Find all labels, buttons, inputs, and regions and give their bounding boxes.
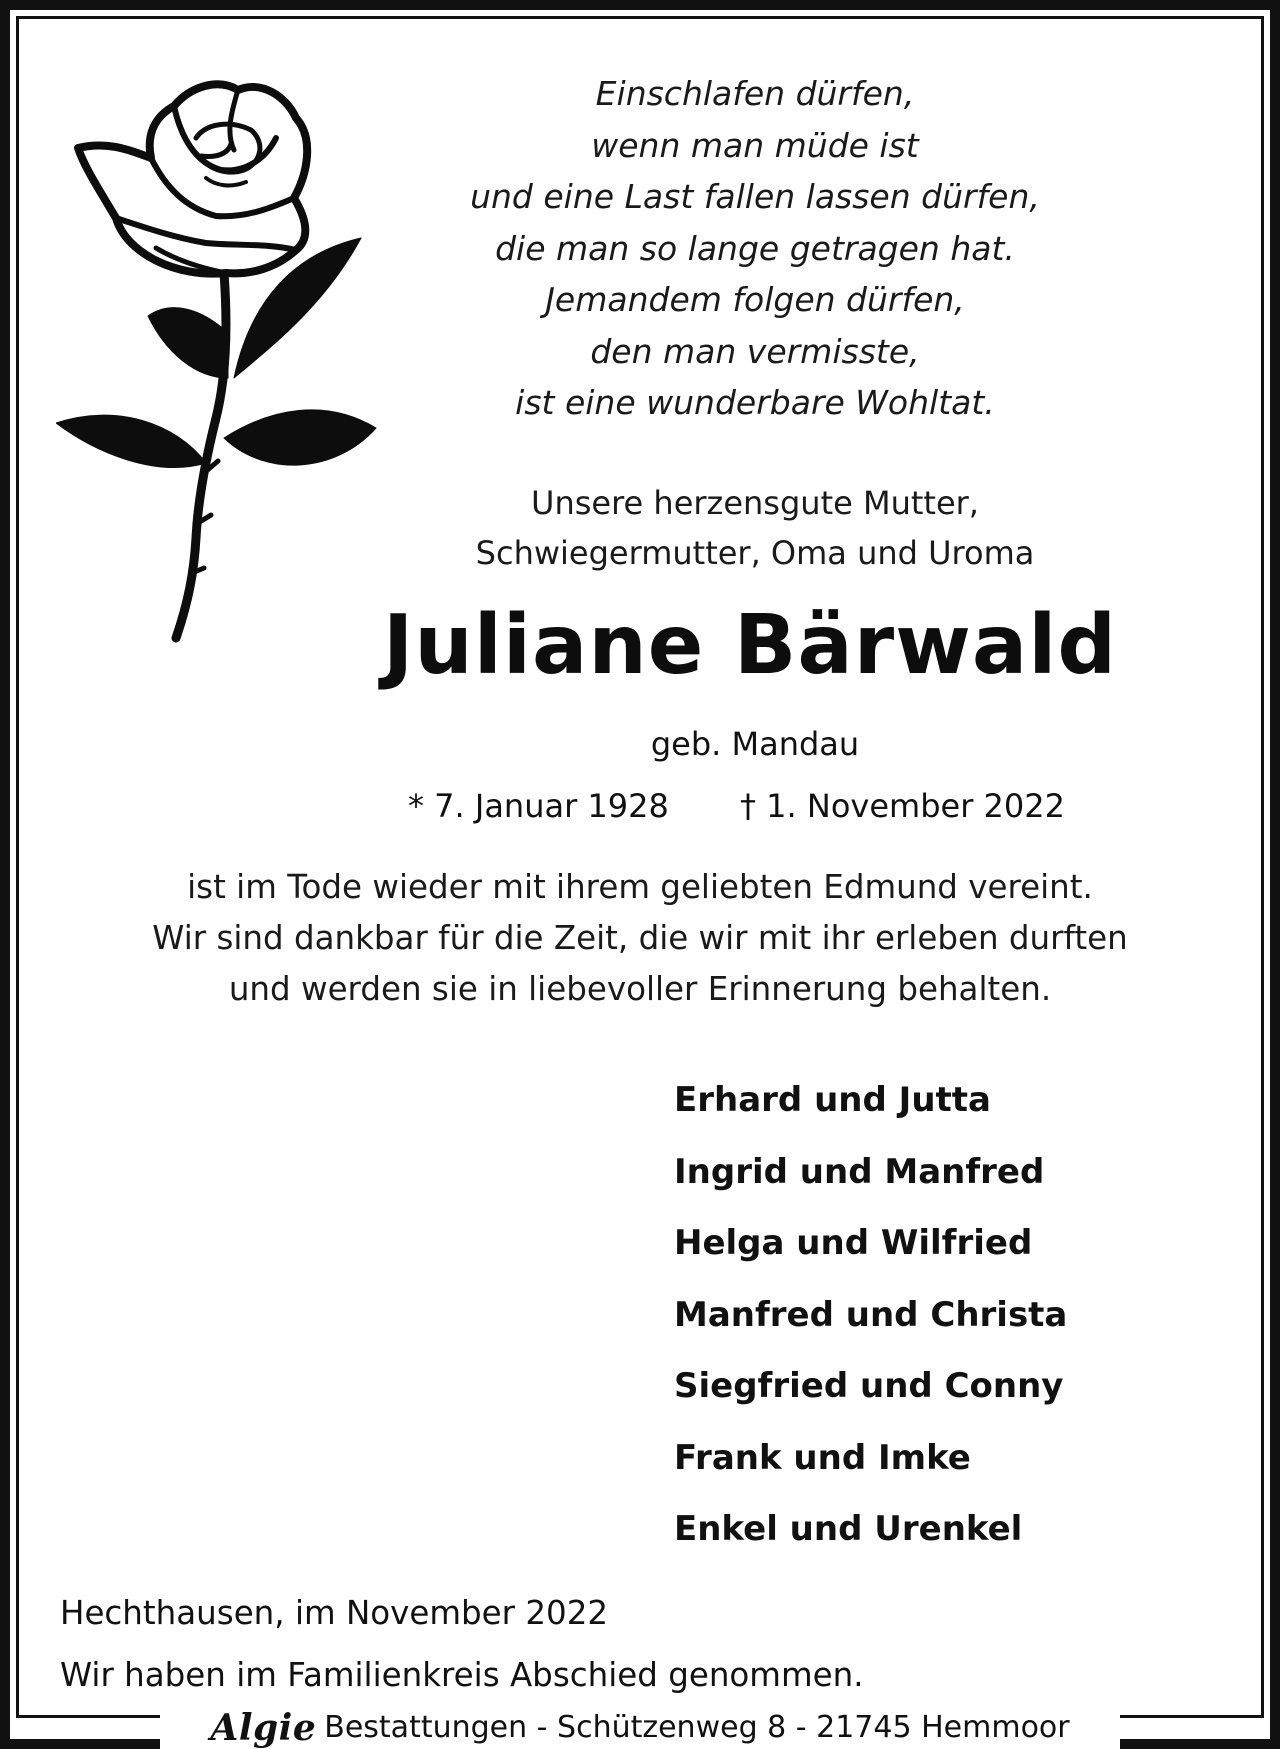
life-dates	[400, 784, 1120, 828]
birth-date: * 7. Januar 1928	[408, 787, 669, 825]
message-line: ist im Tode wieder mit ihrem geliebten Edmund vereint.	[187, 868, 1093, 906]
mourner: Helga und Wilfried	[674, 1223, 1033, 1263]
mourner: Ingrid und Manfred	[674, 1151, 1045, 1192]
mourner: Enkel und Urenkel	[674, 1509, 1023, 1549]
message-line: und werden sie in liebevoller Erinnerung behalten.	[228, 970, 1052, 1008]
maiden-name: geb. Mandau	[650, 725, 860, 763]
closing	[60, 1582, 960, 1706]
poem-line: wenn man müde ist	[591, 125, 919, 165]
intro-line: Unsere herzensgute Mutter,	[531, 484, 979, 522]
message-line: Wir sind dankbar für die Zeit, die wir mit ihr erleben durften	[152, 919, 1128, 957]
poem-line: die man so lange getragen hat.	[495, 228, 1015, 268]
poem-line: und eine Last fallen lassen dürfen,	[470, 177, 1040, 216]
poem-line: Einschlafen dürfen,	[595, 74, 915, 113]
poem-line: Jemandem folgen dürfen,	[545, 280, 965, 319]
rose-icon	[56, 78, 426, 668]
death-date: † 1. November 2022	[740, 787, 1065, 825]
poem	[400, 68, 1110, 429]
funeral-home-address: Bestattungen - Schützenweg 8 - 21745 Hemmoor	[324, 1710, 1070, 1745]
mourner: Erhard und Jutta	[674, 1080, 991, 1120]
intro-line: Schwiegermutter, Oma und Uroma	[475, 534, 1035, 572]
footer-box	[160, 1707, 1120, 1749]
mourner: Frank und Imke	[674, 1437, 971, 1478]
place-date: Hechthausen, im November 2022	[60, 1594, 609, 1632]
funeral-home-logo: Algie	[210, 1707, 317, 1749]
poem-line: ist eine wunderbare Wohltat.	[515, 383, 995, 422]
memorial-message	[60, 862, 1220, 1015]
farewell-note: Wir haben im Familienkreis Abschied genommen.	[60, 1656, 864, 1694]
deceased-name: Juliane Bärwald	[382, 598, 1118, 693]
poem-line: den man vermisste,	[590, 331, 920, 371]
intro	[400, 478, 1110, 578]
mourners-list	[674, 1078, 1234, 1579]
footer	[0, 1707, 1280, 1749]
mourner: Manfred und Christa	[674, 1294, 1068, 1335]
mourner: Siegfried und Conny	[674, 1366, 1064, 1406]
